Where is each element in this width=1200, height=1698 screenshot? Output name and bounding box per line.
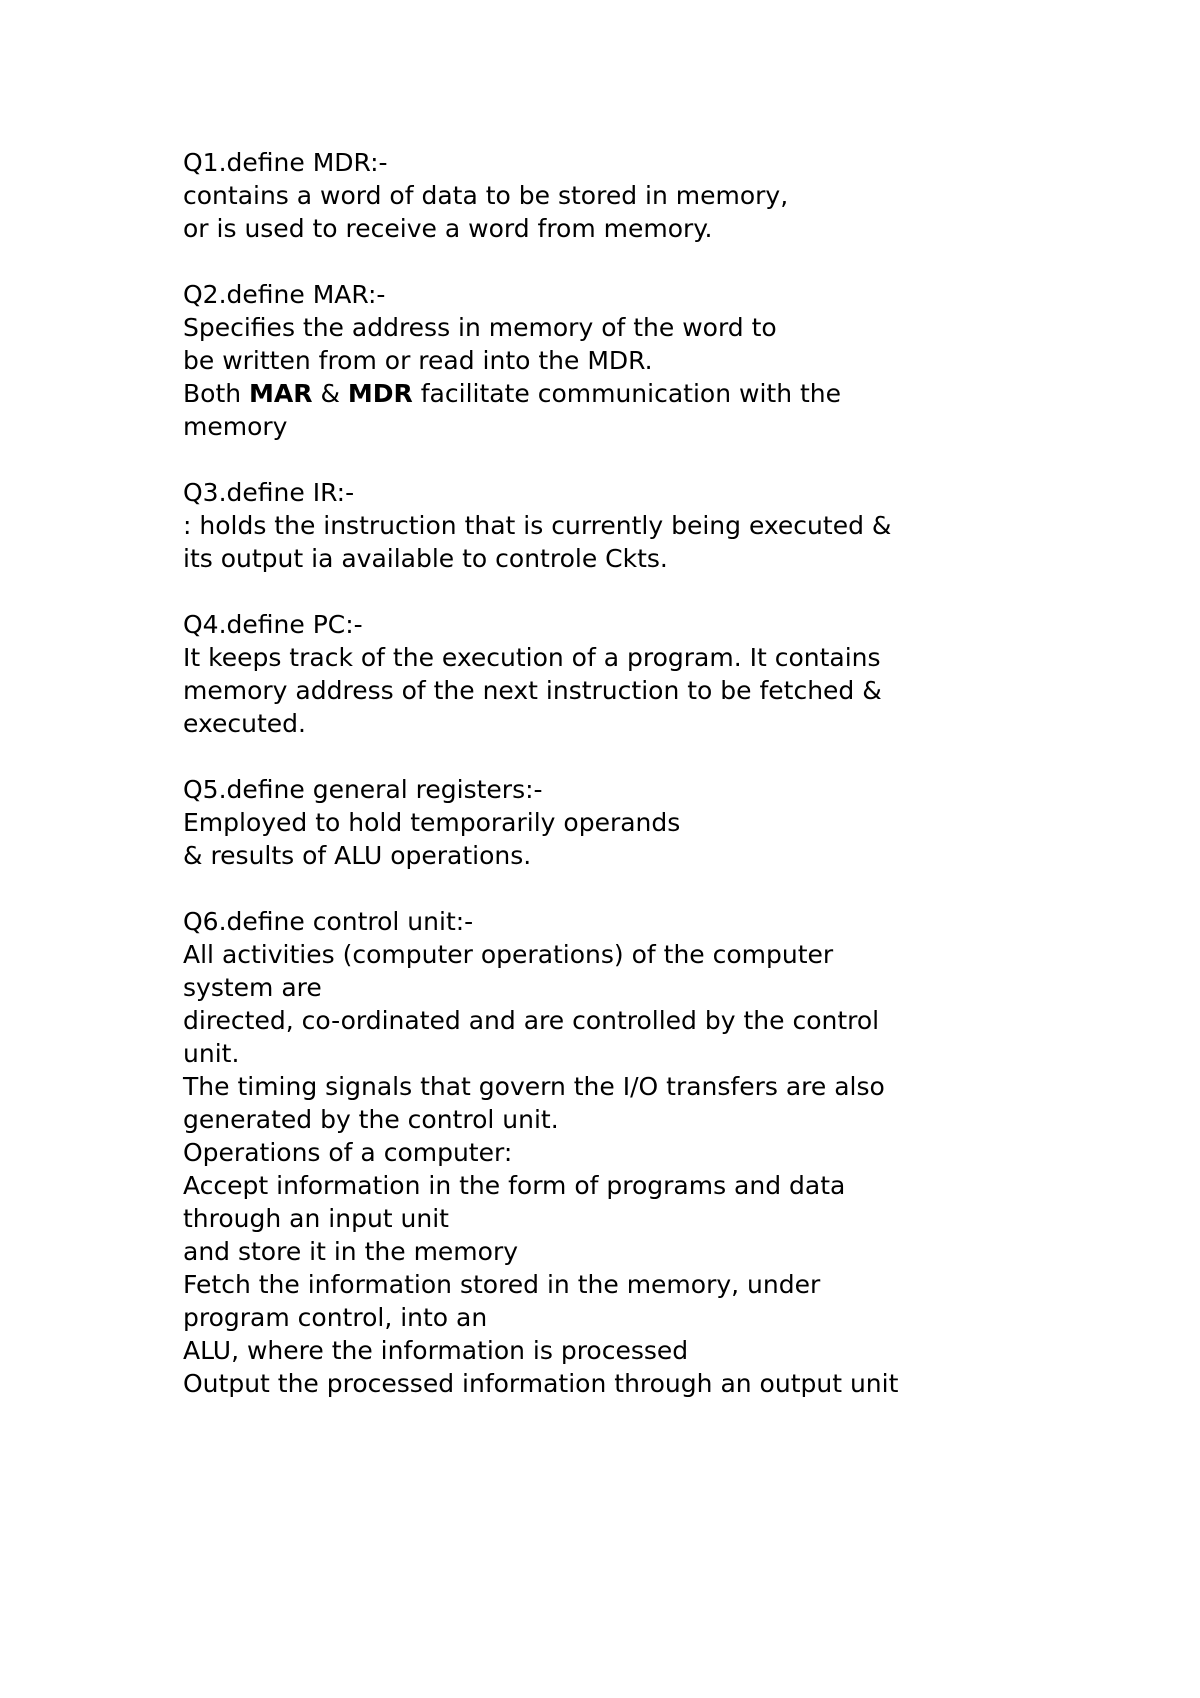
answer-line: executed.: [183, 709, 306, 738]
text-run: facilitate communication with the: [412, 379, 842, 408]
answer-line: & results of ALU operations.: [183, 841, 532, 870]
section-q2: [183, 278, 1163, 443]
question-heading: Q3.define IR:-: [183, 478, 355, 507]
answer-line: Accept information in the form of programs and data: [183, 1171, 846, 1200]
answer-line: system are: [183, 973, 322, 1002]
answer-line: It keeps track of the execution of a program. It contains: [183, 643, 881, 672]
question-heading: Q6.define control unit:-: [183, 907, 474, 936]
bold-term-mdr: MDR: [347, 379, 413, 408]
text-run: Both: [183, 379, 250, 408]
answer-line: through an input unit: [183, 1204, 449, 1233]
answer-line: Output the processed information through an output unit: [183, 1369, 899, 1398]
answer-line: Employed to hold temporarily operands: [183, 808, 681, 837]
answer-line: ALU, where the information is processed: [183, 1336, 689, 1365]
answer-line: memory address of the next instruction to be fetched &: [183, 676, 882, 705]
answer-line: program control, into an: [183, 1303, 488, 1332]
answer-line: unit.: [183, 1039, 240, 1068]
document-body: [183, 146, 1163, 1400]
section-q6: [183, 905, 1163, 1400]
question-heading: Q5.define general registers:-: [183, 775, 543, 804]
answer-line: generated by the control unit.: [183, 1105, 559, 1134]
bold-term-mar: MAR: [249, 379, 313, 408]
answer-line: All activities (computer operations) of the computer: [183, 940, 834, 969]
answer-line: directed, co-ordinated and are controlled by the control: [183, 1006, 880, 1035]
answer-line-rich: [183, 377, 1163, 410]
text-run: &: [312, 379, 348, 408]
section-q5: [183, 773, 1163, 872]
section-q3: [183, 476, 1163, 575]
section-q4: [183, 608, 1163, 740]
answer-line: and store it in the memory: [183, 1237, 519, 1266]
answer-line: its output ia available to controle Ckts.: [183, 544, 668, 573]
question-heading: Q1.define MDR:-: [183, 148, 388, 177]
answer-line: memory: [183, 412, 288, 441]
answer-line: Specifies the address in memory of the word to: [183, 313, 777, 342]
answer-line: The timing signals that govern the I/O transfers are also: [183, 1072, 885, 1101]
question-heading: Q2.define MAR:-: [183, 280, 386, 309]
answer-line: or is used to receive a word from memory.: [183, 214, 713, 243]
answer-line: : holds the instruction that is currently being executed &: [183, 511, 892, 540]
answer-line: be written from or read into the MDR.: [183, 346, 653, 375]
question-heading: Q4.define PC:-: [183, 610, 363, 639]
answer-line: contains a word of data to be stored in memory,: [183, 181, 789, 210]
section-q1: [183, 146, 1163, 245]
answer-line: Fetch the information stored in the memory, under: [183, 1270, 821, 1299]
answer-line: Operations of a computer:: [183, 1138, 513, 1167]
